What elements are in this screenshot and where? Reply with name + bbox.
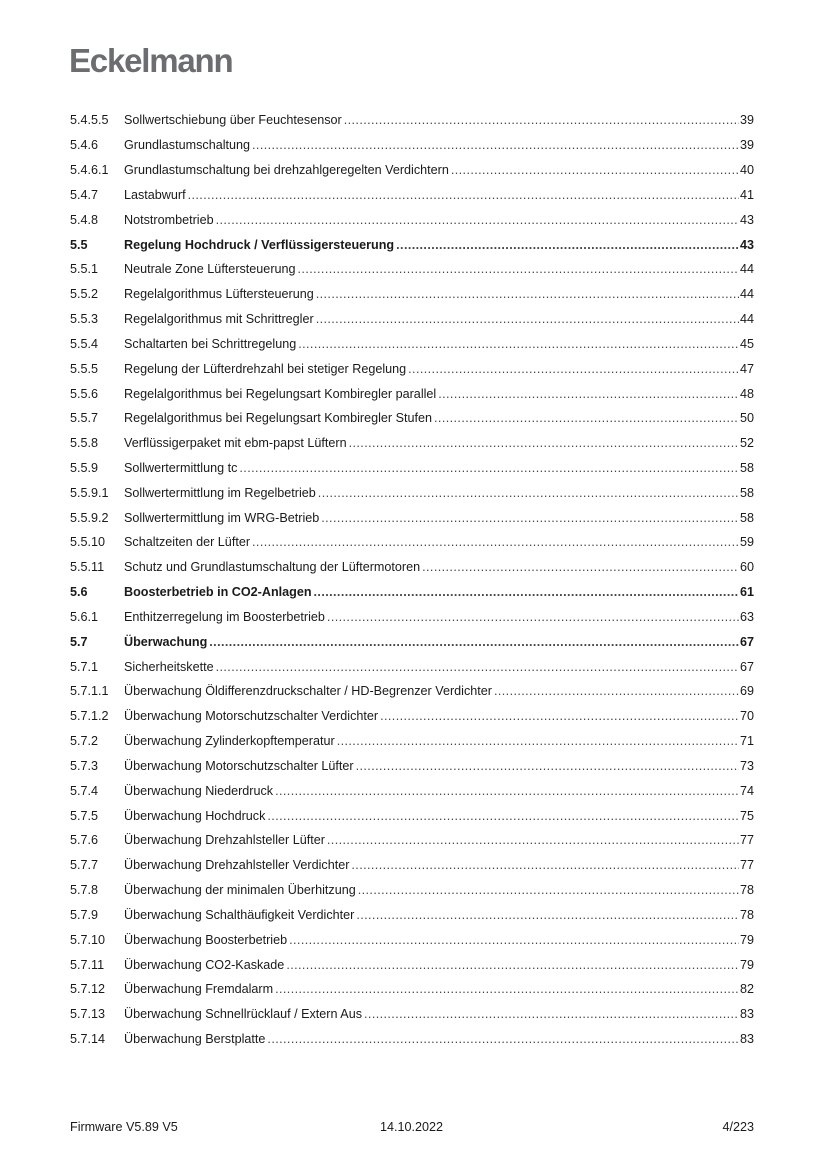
toc-entry[interactable] bbox=[70, 654, 754, 679]
toc-page: 58 bbox=[739, 485, 754, 500]
toc-page: 83 bbox=[739, 1007, 754, 1022]
toc-number: 5.5.1 bbox=[70, 262, 99, 277]
toc-entry[interactable] bbox=[70, 108, 754, 133]
dot-leader bbox=[267, 809, 739, 823]
toc-entry[interactable] bbox=[70, 580, 754, 605]
toc-page: 83 bbox=[739, 1032, 754, 1047]
toc-number: 5.7.14 bbox=[70, 1032, 106, 1047]
toc-entry[interactable] bbox=[70, 704, 754, 729]
toc-title: Überwachung bbox=[124, 634, 208, 649]
toc-title: Überwachung Boosterbetrieb bbox=[124, 932, 288, 947]
toc-page: 79 bbox=[739, 957, 754, 972]
toc-title: Überwachung Drehzahlsteller Lüfter bbox=[124, 833, 325, 848]
toc-title: Sollwertschiebung über Feuchtesensor bbox=[124, 113, 342, 128]
dot-leader bbox=[289, 933, 739, 947]
toc-title: Schaltzeiten der Lüfter bbox=[124, 535, 251, 550]
dot-leader bbox=[422, 560, 739, 574]
toc-entry[interactable] bbox=[70, 331, 754, 356]
toc-number: 5.7.4 bbox=[70, 783, 99, 798]
toc-title: Überwachung CO2-Kaskade bbox=[124, 957, 285, 972]
dot-leader bbox=[438, 387, 739, 401]
toc-title: Enthitzerregelung im Boosterbetrieb bbox=[124, 609, 325, 624]
dot-leader bbox=[356, 759, 739, 773]
toc-page: 67 bbox=[739, 634, 754, 649]
dot-leader bbox=[321, 511, 739, 525]
dot-leader bbox=[364, 1007, 739, 1021]
toc-title: Regelalgorithmus bei Regelungsart Kombiregler Stufen bbox=[124, 411, 433, 426]
dot-leader bbox=[252, 535, 739, 549]
toc-number: 5.5.2 bbox=[70, 287, 99, 302]
toc-page: 73 bbox=[739, 758, 754, 773]
footer-date: 14.10.2022 bbox=[380, 1120, 444, 1134]
toc-title: Sicherheitskette bbox=[124, 659, 214, 674]
toc-entry[interactable] bbox=[70, 307, 754, 332]
toc-title: Überwachung Fremdalarm bbox=[124, 982, 274, 997]
toc-entry[interactable] bbox=[70, 778, 754, 803]
toc-entry[interactable] bbox=[70, 257, 754, 282]
dot-leader bbox=[216, 660, 739, 674]
toc-page: 79 bbox=[739, 932, 754, 947]
toc-number: 5.7.11 bbox=[70, 957, 105, 972]
dot-leader bbox=[239, 461, 739, 475]
toc-title: Überwachung der minimalen Überhitzung bbox=[124, 883, 356, 898]
toc-title: Notstrombetrieb bbox=[124, 212, 214, 227]
toc-number: 5.7.1.2 bbox=[70, 709, 109, 724]
toc-page: 40 bbox=[739, 163, 754, 178]
toc-page: 41 bbox=[739, 187, 754, 202]
toc-title: Überwachung Zylinderkopftemperatur bbox=[124, 734, 335, 749]
toc-title: Grundlastumschaltung bbox=[124, 138, 251, 153]
toc-page: 63 bbox=[739, 609, 754, 624]
toc-page: 43 bbox=[739, 212, 754, 227]
toc-entry[interactable] bbox=[70, 927, 754, 952]
toc-title: Überwachung Öldifferenzdruckschalter / HD-Begrenzer Verdichter bbox=[124, 684, 492, 699]
toc-entry[interactable] bbox=[70, 853, 754, 878]
toc-number: 5.5.8 bbox=[70, 436, 99, 451]
dot-leader bbox=[275, 982, 739, 996]
toc-page: 82 bbox=[739, 982, 754, 997]
toc-number: 5.7.5 bbox=[70, 808, 99, 823]
toc-entry[interactable] bbox=[70, 406, 754, 431]
toc-entry[interactable] bbox=[70, 505, 754, 530]
toc-number: 5.5.3 bbox=[70, 312, 99, 327]
toc-number: 5.7.13 bbox=[70, 1007, 106, 1022]
toc-number: 5.6 bbox=[70, 585, 88, 600]
dot-leader bbox=[396, 238, 739, 252]
toc-title: Sollwertermittlung tc bbox=[124, 461, 238, 475]
toc-title: Schutz und Grundlastumschaltung der Lüftermotoren bbox=[124, 560, 421, 575]
dot-leader bbox=[298, 262, 739, 276]
toc-title: Überwachung Motorschutzschalter Lüfter bbox=[124, 758, 354, 773]
toc-entry[interactable] bbox=[70, 754, 754, 779]
toc-entry[interactable] bbox=[70, 158, 754, 183]
toc-page: 44 bbox=[739, 287, 754, 302]
toc-entry[interactable] bbox=[70, 679, 754, 704]
toc-entry[interactable] bbox=[70, 605, 754, 630]
toc-title: Regelalgorithmus mit Schrittregler bbox=[124, 312, 314, 327]
toc-number: 5.7.8 bbox=[70, 883, 99, 898]
toc-title: Sollwertermittlung im WRG-Betrieb bbox=[124, 510, 320, 525]
toc-page: 61 bbox=[739, 585, 754, 600]
dot-leader bbox=[316, 287, 739, 301]
toc-entry[interactable] bbox=[70, 555, 754, 580]
dot-leader bbox=[286, 958, 739, 972]
toc-number: 5.4.5.5 bbox=[70, 113, 109, 128]
toc-entry[interactable] bbox=[70, 903, 754, 928]
toc-page: 77 bbox=[739, 833, 754, 848]
toc-page: 70 bbox=[739, 709, 754, 724]
toc-entry[interactable] bbox=[70, 381, 754, 406]
toc-entry[interactable] bbox=[70, 480, 754, 505]
dot-leader bbox=[358, 883, 739, 897]
toc-title: Überwachung Schnellrücklauf / Extern Aus bbox=[124, 1007, 363, 1022]
toc-number: 5.4.6.1 bbox=[70, 163, 109, 178]
toc-title: Boosterbetrieb in CO2-Anlagen bbox=[124, 585, 312, 600]
toc-title: Überwachung Hochdruck bbox=[124, 808, 266, 823]
toc-page: 39 bbox=[739, 138, 754, 153]
toc-entry[interactable] bbox=[70, 629, 754, 654]
toc-page: 59 bbox=[739, 535, 754, 550]
toc-title: Lastabwurf bbox=[124, 187, 186, 202]
toc-number: 5.7.1 bbox=[70, 659, 99, 674]
toc-page: 50 bbox=[739, 411, 754, 426]
toc-title: Schaltarten bei Schrittregelung bbox=[124, 336, 297, 351]
toc-number: 5.5.11 bbox=[70, 560, 105, 575]
dot-leader bbox=[327, 610, 739, 624]
toc-number: 5.5.4 bbox=[70, 336, 99, 351]
toc-title: Überwachung Schalthäufigkeit Verdichter bbox=[124, 907, 355, 922]
toc-entry[interactable] bbox=[70, 952, 754, 977]
toc-number: 5.7.3 bbox=[70, 758, 99, 773]
dot-leader bbox=[216, 213, 739, 227]
dot-leader bbox=[188, 188, 739, 202]
toc-page: 67 bbox=[739, 659, 754, 674]
toc-title: Verflüssigerpaket mit ebm-papst Lüftern bbox=[124, 436, 347, 451]
toc-number: 5.7.1.1 bbox=[70, 684, 109, 699]
toc-entry[interactable] bbox=[70, 1027, 754, 1052]
toc-page: 43 bbox=[739, 237, 754, 252]
toc-page: 45 bbox=[739, 336, 754, 351]
toc-title: Sollwertermittlung im Regelbetrieb bbox=[124, 485, 316, 500]
dot-leader bbox=[318, 486, 739, 500]
toc-entry[interactable] bbox=[70, 828, 754, 853]
toc-page: 58 bbox=[739, 510, 754, 525]
footer-page-number: 4/223 bbox=[722, 1120, 754, 1134]
toc-number: 5.7.7 bbox=[70, 858, 99, 873]
toc-page: 60 bbox=[739, 560, 754, 575]
toc-page: 44 bbox=[739, 312, 754, 327]
toc-page: 78 bbox=[739, 907, 754, 922]
toc-entry[interactable] bbox=[70, 182, 754, 207]
toc-number: 5.7.10 bbox=[70, 932, 106, 947]
toc-page: 48 bbox=[739, 386, 754, 401]
dot-leader bbox=[351, 858, 739, 872]
toc-entry[interactable] bbox=[70, 282, 754, 307]
toc-entry[interactable] bbox=[70, 133, 754, 158]
toc-entry[interactable] bbox=[70, 878, 754, 903]
toc-entry[interactable] bbox=[70, 977, 754, 1002]
dot-leader bbox=[209, 635, 739, 649]
toc-number: 5.5.5 bbox=[70, 361, 99, 376]
dot-leader bbox=[316, 312, 739, 326]
toc-entry[interactable] bbox=[70, 232, 754, 257]
dot-leader bbox=[349, 436, 739, 450]
toc-number: 5.7 bbox=[70, 634, 88, 649]
toc-number: 5.5 bbox=[70, 237, 88, 252]
toc-number: 5.4.6 bbox=[70, 138, 99, 153]
toc-title: Überwachung Berstplatte bbox=[124, 1032, 266, 1047]
toc-title: Grundlastumschaltung bei drehzahlgeregelten Verdichtern bbox=[124, 163, 449, 178]
toc-page: 47 bbox=[739, 361, 754, 376]
toc-title: Regelung der Lüfterdrehzahl bei stetiger Regelung bbox=[124, 361, 407, 376]
toc-title: Regelalgorithmus Lüftersteuerung bbox=[124, 287, 314, 302]
toc-entry[interactable] bbox=[70, 431, 754, 456]
toc-number: 5.5.9.2 bbox=[70, 510, 109, 525]
toc-page: 44 bbox=[739, 262, 754, 277]
toc-title: Überwachung Motorschutzschalter Verdichter bbox=[124, 709, 379, 724]
toc-number: 5.5.9.1 bbox=[70, 485, 109, 500]
toc-title: Überwachung Drehzahlsteller Verdichter bbox=[124, 858, 350, 873]
dot-leader bbox=[252, 138, 739, 152]
dot-leader bbox=[356, 908, 739, 922]
toc-page: 74 bbox=[739, 783, 754, 798]
toc-page: 58 bbox=[739, 461, 754, 475]
dot-leader bbox=[298, 337, 739, 351]
toc-title: Regelung Hochdruck / Verflüssigersteuerung bbox=[124, 237, 395, 252]
dot-leader bbox=[344, 113, 739, 127]
dot-leader bbox=[451, 163, 739, 177]
eckelmann-logo: Eckelmann bbox=[69, 42, 233, 79]
toc-title: Überwachung Niederdruck bbox=[124, 783, 274, 798]
dot-leader bbox=[275, 784, 739, 798]
toc-number: 5.5.6 bbox=[70, 386, 99, 401]
toc-number: 5.5.10 bbox=[70, 535, 106, 550]
dot-leader bbox=[327, 833, 739, 847]
toc-number: 5.5.9 bbox=[70, 461, 99, 475]
dot-leader bbox=[434, 411, 739, 425]
toc-number: 5.5.7 bbox=[70, 411, 99, 426]
toc-entry[interactable] bbox=[70, 530, 754, 555]
toc-entry[interactable] bbox=[70, 803, 754, 828]
toc-number: 5.7.6 bbox=[70, 833, 99, 848]
toc-number: 5.4.7 bbox=[70, 187, 99, 202]
toc-number: 5.7.2 bbox=[70, 734, 99, 749]
dot-leader bbox=[494, 684, 739, 698]
toc-number: 5.6.1 bbox=[70, 609, 99, 624]
dot-leader bbox=[314, 585, 739, 599]
dot-leader bbox=[380, 709, 739, 723]
toc-number: 5.4.8 bbox=[70, 212, 99, 227]
toc-title: Neutrale Zone Lüftersteuerung bbox=[124, 262, 296, 277]
toc-entry[interactable] bbox=[70, 356, 754, 381]
toc-number: 5.7.9 bbox=[70, 907, 99, 922]
toc-entry[interactable] bbox=[70, 1002, 754, 1027]
toc-entry[interactable] bbox=[70, 729, 754, 754]
toc-page: 69 bbox=[739, 684, 754, 699]
toc-page: 77 bbox=[739, 858, 754, 873]
toc-page: 75 bbox=[739, 808, 754, 823]
footer-firmware: Firmware V5.89 V5 bbox=[70, 1120, 178, 1134]
table-of-contents bbox=[70, 108, 754, 1051]
dot-leader bbox=[408, 362, 739, 376]
toc-page: 52 bbox=[739, 436, 754, 451]
toc-page: 39 bbox=[739, 113, 754, 128]
toc-number: 5.7.12 bbox=[70, 982, 106, 997]
dot-leader bbox=[337, 734, 739, 748]
toc-entry[interactable] bbox=[70, 207, 754, 232]
dot-leader bbox=[267, 1032, 739, 1046]
toc-page: 71 bbox=[739, 734, 754, 749]
toc-entry[interactable] bbox=[70, 456, 754, 481]
toc-page: 78 bbox=[739, 883, 754, 898]
toc-title: Regelalgorithmus bei Regelungsart Kombiregler parallel bbox=[124, 386, 437, 401]
